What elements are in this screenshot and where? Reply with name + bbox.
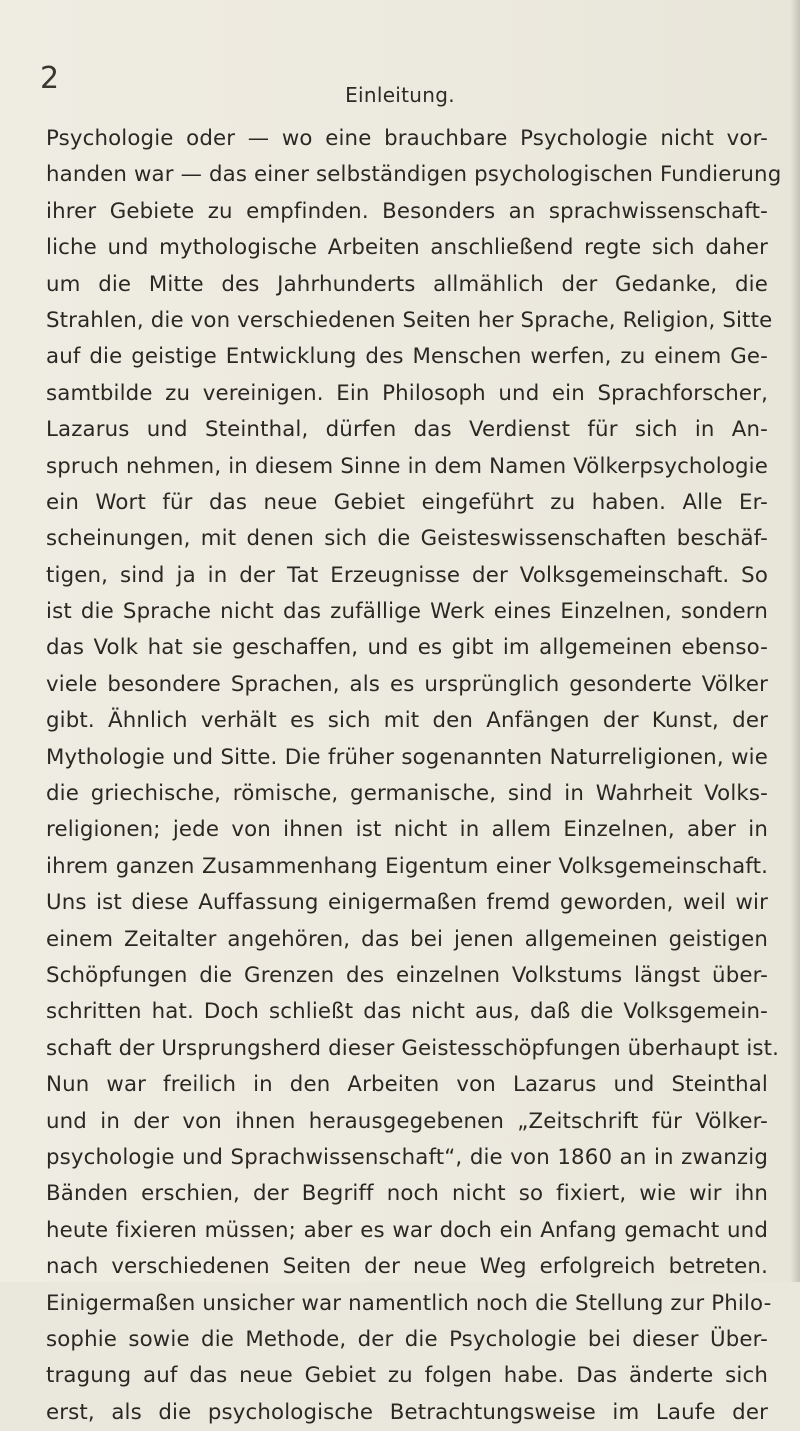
text-line: Strahlen, die von verschiedenen Seiten her Sprache, Religion, Sitte [46,307,773,333]
text-line: Schöpfungen die Grenzen des einzelnen Volkstums längst über- [46,962,768,988]
text-line: nach verschiedenen Seiten der neue Weg erfolgreich betreten. [46,1254,768,1280]
text-line: Uns ist diese Auffassung einigermaßen fremd geworden, weil wir [46,890,768,916]
text-line: Einigermaßen unsicher war namentlich noch die Stellung zur Philo- [46,1290,772,1316]
text-line: tragung auf das neue Gebiet zu folgen habe. Das änderte sich [46,1363,768,1389]
text-line: ihrem ganzen Zusammenhang Eigentum einer Volksgemeinschaft. [46,853,768,879]
text-line: Nun war freilich in den Arbeiten von Lazarus und Steinthal [46,1072,768,1098]
text-line: Mythologie und Sitte. Die früher sogenannten Naturreligionen, wie [46,744,768,770]
text-line: ihrer Gebiete zu empfinden. Besonders an sprachwissenschaft- [46,198,768,224]
page-number: 2 [40,61,60,96]
text-line: und in der von ihnen herausgegebenen „Zeitschrift für Völker- [46,1108,768,1134]
text-line: sophie sowie die Methode, der die Psychologie bei dieser Über- [46,1326,768,1352]
text-line: heute fixieren müssen; aber es war doch ein Anfang gemacht und [46,1217,768,1243]
text-line: religionen; jede von ihnen ist nicht in allem Einzelnen, aber in [46,817,768,843]
text-line: ist die Sprache nicht das zufällige Werk eines Einzelnen, sondern [46,599,768,625]
text-line: viele besondere Sprachen, als es ursprünglich gesonderte Völker [46,671,768,697]
text-line: ein Wort für das neue Gebiet eingeführt zu haben. Alle Er- [46,489,768,515]
text-line: schaft der Ursprungsherd dieser Geistesschöpfungen überhaupt ist. [46,1035,780,1061]
text-line: psychologie und Sprachwissenschaft“, die von 1860 an in zwanzig [46,1144,768,1170]
text-line: Lazarus und Steinthal, dürfen das Verdienst für sich in An- [46,417,768,443]
text-line: spruch nehmen, in diesem Sinne in dem Namen Völkerpsychologie [46,453,768,479]
text-line: Bänden erschien, der Begriff noch nicht so fixiert, wie wir ihn [46,1181,768,1207]
text-line: das Volk hat sie geschaffen, und es gibt im allgemeinen ebenso- [46,635,768,661]
text-line: die griechische, römische, germanische, sind in Wahrheit Volks- [46,781,768,807]
text-line: handen war — das einer selbständigen psychologischen Fundierung [46,162,782,188]
running-head: Einleitung. [345,83,455,107]
text-line: scheinungen, mit denen sich die Geisteswissenschaften beschäf- [46,526,768,552]
text-line: liche und mythologische Arbeiten anschließend regte sich daher [46,235,768,261]
text-line: erst, als die psychologische Betrachtungsweise im Laufe der [46,1399,768,1425]
text-line: einem Zeitalter angehören, das bei jenen allgemeinen geistigen [46,926,768,952]
text-line: samtbilde zu vereinigen. Ein Philosoph und ein Sprachforscher, [46,380,768,406]
text-line: tigen, sind ja in der Tat Erzeugnisse der Volksgemeinschaft. So [46,562,768,588]
text-line: gibt. Ähnlich verhält es sich mit den Anfängen der Kunst, der [46,708,768,734]
text-line: um die Mitte des Jahrhunderts allmählich der Gedanke, die [46,271,768,297]
body-text [46,121,782,1431]
text-line: schritten hat. Doch schließt das nicht aus, daß die Volksgemein- [46,999,768,1025]
text-line: Psychologie oder — wo eine brauchbare Psychologie nicht vor- [46,126,768,151]
text-line: auf die geistige Entwicklung des Menschen werfen, zu einem Ge- [46,344,768,370]
page-edge-shadow [790,0,800,1282]
